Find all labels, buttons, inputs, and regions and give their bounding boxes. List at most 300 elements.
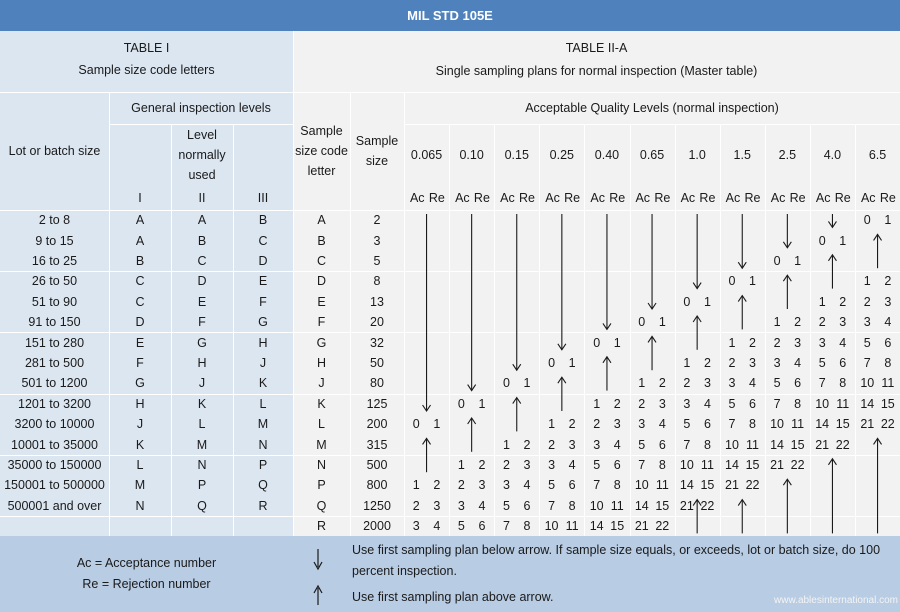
ac-value: 5 [863,335,871,350]
lot-size-cell: 1201 to 3200 [18,396,91,411]
re-value: 22 [790,457,805,472]
ac-label: Ac [860,191,876,205]
code-letter-cell: R [258,498,268,513]
ac-value: 3 [683,396,691,411]
code-letter-cell: E [258,274,268,289]
re-label: Re [879,191,896,205]
re-value: 8 [568,498,576,513]
ac-value: 14 [860,396,875,411]
re-value: 8 [749,417,756,432]
ac-value: 21 [770,457,785,472]
sample-size-value: 2 [373,213,381,228]
code-letter-cell: F [136,355,144,370]
ac-value: 0 [593,335,601,350]
ac-value: 3 [502,478,510,493]
ac-value: 14 [770,437,785,452]
re-value: 22 [835,437,850,452]
re-value: 15 [700,478,715,493]
re-value: 1 [884,213,892,228]
ac-value: 1 [728,335,736,350]
aql-level-9: 4.0 [823,148,842,162]
ac-value: 1 [773,315,781,330]
ac-value: 0 [638,315,646,330]
table1-subtitle: Sample size code letters [78,63,215,77]
code-letter-cell: N [197,457,207,472]
ac-value: 0 [457,396,465,411]
re-value: 2 [478,457,486,472]
code-letter-cell: C [258,233,268,248]
code-letter-cell: C [197,253,207,268]
ac-value: 7 [863,355,871,370]
level-label-1: I [138,191,142,205]
code-letter-cell: D [258,253,268,268]
re-label: Re [654,191,671,205]
re-value: 3 [568,437,576,452]
level-label-2: II [198,191,206,205]
sample-code-letter: L [318,417,325,432]
ac-value: 21 [860,417,875,432]
ac-value: 2 [773,335,781,350]
sample-size-value: 13 [370,294,384,309]
sample-code-letter: J [318,376,325,391]
re-value: 22 [655,519,670,534]
re-value: 4 [523,478,531,493]
ac-label: Ac [500,191,515,205]
ac-label: Ac [455,191,470,205]
sample-code-letter: M [316,437,327,452]
watermark: www.ablesinternational.com [774,595,898,606]
aql-level-7: 1.5 [733,148,751,162]
re-value: 4 [433,519,441,534]
aql-level-3: 0.25 [549,148,575,162]
re-value: 22 [745,478,760,493]
sample-code-letter: G [316,335,327,350]
ac-value: 3 [412,519,420,534]
code-letter-cell: J [198,376,206,391]
lot-size-cell: 3200 to 10000 [14,417,95,432]
re-value: 4 [478,498,486,513]
aql-level-2: 0.15 [504,148,529,162]
sample-size-value: 125 [366,396,388,411]
code-letter-cell: G [197,335,207,350]
ac-value: 14 [679,478,694,493]
re-value: 2 [749,335,756,350]
re-value: 6 [478,519,486,534]
code-letter-cell: L [136,457,144,472]
lot-size-cell: 35000 to 150000 [7,457,102,472]
re-value: 2 [884,274,892,289]
ac-value: 10 [770,417,785,432]
ac-value: 2 [412,498,420,513]
up-arrow-explanation: Use first sampling plan above arrow. [352,590,554,604]
lot-size-cell: 10001 to 35000 [11,437,98,452]
lot-size-cell: 16 to 25 [31,253,78,268]
re-value: 6 [523,498,531,513]
ac-value: 21 [634,519,649,534]
re-value: 8 [884,355,892,370]
ac-label: Ac [680,191,696,205]
re-value: 2 [568,417,576,432]
lot-size-cell: 26 to 50 [31,274,78,289]
re-value: 15 [835,417,850,432]
code-letter-cell: M [134,478,146,493]
code-letter-cell: P [258,457,268,472]
re-value: 6 [658,437,666,452]
ac-value: 2 [863,294,871,309]
re-value: 2 [658,376,666,391]
sample-size-value: 32 [370,335,384,350]
ac-label: Ac [635,191,651,205]
re-value: 1 [794,253,802,268]
code-letter-cell: L [259,396,267,411]
sample-size-value: 800 [366,478,388,493]
ac-definition: Ac = Acceptance number [76,556,217,570]
ac-value: 7 [818,376,826,391]
ac-value: 5 [457,519,465,534]
ac-label: Ac [770,191,786,205]
code-letter-cell: N [258,437,268,452]
sample-code-letter: E [317,294,326,309]
aql-level-6: 1.0 [688,148,706,162]
up-arrow-icon [314,586,322,605]
re-value: 8 [523,519,531,534]
down-arrow-explanation: Use first sampling plan below arrow. If sample size equals, or exceeds, lot or batch size, do 100 percent inspection. [352,543,881,578]
sample-size-header: Sample size [355,134,399,168]
re-value: 15 [610,519,625,534]
re-value: 3 [839,315,847,330]
re-value: 2 [794,315,802,330]
ac-value: 0 [683,294,691,309]
sample-size-value: 200 [366,417,388,432]
ac-value: 3 [728,376,736,391]
re-value: 3 [749,355,756,370]
sample-code-letter: D [316,274,327,289]
sample-size-value: 8 [373,274,381,289]
re-value: 11 [700,457,714,472]
sample-code-letter: H [316,355,327,370]
sample-code-letter: F [317,315,326,330]
re-value: 22 [880,417,895,432]
re-value: 15 [655,498,670,513]
re-label: Re [519,191,536,205]
re-value: 6 [884,335,892,350]
ac-value: 5 [728,396,736,411]
ac-value: 2 [728,355,736,370]
sample-size-value: 80 [370,376,384,391]
ac-value: 0 [728,274,736,289]
sample-code-letter: P [317,478,326,493]
ac-value: 1 [863,274,871,289]
re-value: 4 [884,315,892,330]
code-letter-cell: F [259,294,267,309]
re-value: 4 [658,417,666,432]
sample-size-value: 2000 [363,519,391,534]
lot-size-cell: 9 to 15 [35,233,74,248]
sample-size-value: 315 [366,437,388,452]
re-label: Re [699,191,716,205]
ac-value: 21 [725,478,739,493]
re-label: Re [834,191,851,205]
re-value: 8 [703,437,711,452]
ac-value: 0 [863,213,871,228]
ac-value: 5 [773,376,781,391]
lot-size-cell: 281 to 500 [24,355,85,370]
ac-value: 10 [815,396,830,411]
re-value: 1 [703,294,711,309]
ac-value: 1 [502,437,510,452]
ac-value: 7 [638,457,646,472]
re-value: 11 [791,417,805,432]
ac-value: 2 [683,376,691,391]
re-value: 4 [749,376,756,391]
ac-value: 2 [638,396,646,411]
code-letter-cell: K [258,376,268,391]
sample-code-letter: K [317,396,326,411]
code-letter-cell: E [197,294,207,309]
re-value: 8 [794,396,802,411]
re-value: 8 [613,478,621,493]
ac-value: 14 [815,417,830,432]
re-value: 1 [839,233,847,248]
ac-value: 5 [638,437,646,452]
sample-code-letter: A [317,213,326,228]
re-value: 11 [881,376,895,391]
code-letter-cell: Q [258,478,268,493]
re-value: 3 [658,396,666,411]
re-value: 4 [613,437,621,452]
sample-size-value: 3 [373,233,381,248]
re-value: 6 [613,457,621,472]
lot-size-cell: 501 to 1200 [21,376,88,391]
ac-value: 14 [634,498,649,513]
ac-value: 10 [679,457,694,472]
code-letter-cell: M [257,417,269,432]
ac-value: 3 [548,457,556,472]
table1-title: TABLE I [123,41,170,55]
ac-label: Ac [590,191,605,205]
re-value: 1 [433,417,441,432]
re-value: 3 [613,417,621,432]
level-label-3: III [257,191,269,205]
down-arrow-icon [314,549,322,569]
lot-size-cell: 500001 and over [7,498,102,513]
ac-value: 2 [593,417,601,432]
code-letter-cell: H [258,335,268,350]
sample-size-value: 20 [370,315,384,330]
code-letter-cell: P [197,478,207,493]
table2-title: TABLE II-A [565,41,628,55]
code-letter-cell: B [197,233,207,248]
aql-level-0: 0.065 [410,148,443,162]
code-letter-cell: C [135,274,145,289]
ac-value: 14 [589,519,604,534]
ac-value: 3 [593,437,601,452]
re-value: 8 [839,376,847,391]
re-value: 1 [613,335,621,350]
ac-value: 2 [818,315,826,330]
code-letter-cell: J [259,355,267,370]
re-value: 22 [700,498,715,513]
re-value: 2 [703,355,711,370]
re-value: 3 [703,376,711,391]
ac-value: 3 [773,355,781,370]
ac-value: 10 [860,376,875,391]
code-letter-cell: Q [197,498,207,513]
aql-level-8: 2.5 [778,148,797,162]
code-letter-cell: A [135,213,145,228]
ac-value: 14 [725,457,739,472]
re-value: 11 [610,498,624,513]
ac-value: 5 [683,417,691,432]
re-label: Re [744,191,761,205]
re-value: 1 [478,396,486,411]
ac-value: 1 [818,294,826,309]
re-value: 15 [790,437,805,452]
re-value: 1 [749,274,756,289]
re-value: 11 [655,478,669,493]
code-letter-cell: B [258,213,268,228]
code-letter-cell: L [198,417,206,432]
sample-code-letter: C [316,253,327,268]
code-letter-cell: A [135,233,145,248]
ac-label: Ac [409,191,425,205]
code-letter-cell: C [135,294,145,309]
re-value: 6 [568,478,576,493]
ac-value: 21 [679,498,694,513]
ac-value: 7 [773,396,781,411]
lot-size-cell: 2 to 8 [38,213,71,228]
ac-value: 5 [548,478,556,493]
re-value: 15 [880,396,895,411]
level-normal-label: Level normally used [178,128,226,182]
ac-value: 0 [548,355,556,370]
ac-value: 1 [638,376,646,391]
sample-code-letter: R [316,519,327,534]
re-value: 6 [839,355,847,370]
sample-size-value: 500 [366,457,388,472]
re-label: Re [564,191,581,205]
aql-header: Acceptable Quality Levels (normal inspection) [525,101,779,115]
re-value: 3 [523,457,531,472]
sample-code-letter: Q [316,498,327,513]
page-title: MIL STD 105E [0,0,900,31]
ac-value: 1 [548,417,556,432]
re-label: Re [428,191,445,205]
ac-value: 10 [634,478,649,493]
ac-value: 7 [502,519,510,534]
aql-level-4: 0.40 [594,148,620,162]
re-value: 8 [658,457,666,472]
re-label: Re [609,191,626,205]
re-definition: Re = Rejection number [82,577,211,591]
table2-subtitle: Single sampling plans for normal inspection (Master table) [435,64,758,78]
ac-value: 10 [544,519,559,534]
code-letter-cell: K [135,437,145,452]
re-value: 2 [839,294,847,309]
re-value: 2 [613,396,621,411]
code-letter-cell: H [197,355,207,370]
sample-size-value: 1250 [363,498,391,513]
aql-level-10: 6.5 [868,148,887,162]
sample-size-value: 50 [370,355,384,370]
code-letter-cell: D [135,315,145,330]
code-letter-cell: D [197,274,207,289]
ac-value: 0 [773,253,781,268]
re-value: 1 [523,376,531,391]
general-levels-header: General inspection levels [131,101,271,115]
ac-value: 10 [725,437,739,452]
ac-value: 0 [818,233,826,248]
ac-value: 7 [593,478,601,493]
lot-size-cell: 91 to 150 [28,315,81,330]
re-value: 11 [836,396,850,411]
code-letter-cell: H [135,396,145,411]
code-letter-cell: G [135,376,145,391]
re-value: 1 [658,315,666,330]
code-letter-cell: N [135,498,145,513]
re-value: 3 [478,478,486,493]
re-value: 11 [746,437,760,452]
ac-label: Ac [545,191,560,205]
ac-value: 1 [683,355,691,370]
ac-label: Ac [815,191,831,205]
aql-level-5: 0.65 [639,148,665,162]
ac-value: 2 [502,457,510,472]
re-value: 3 [884,294,892,309]
re-value: 11 [565,519,579,534]
code-letter-cell: E [135,335,145,350]
ac-label: Ac [725,191,741,205]
ac-value: 7 [548,498,556,513]
re-value: 4 [839,335,847,350]
re-value: 6 [703,417,711,432]
re-value: 6 [749,396,756,411]
re-value: 2 [523,437,531,452]
ac-value: 3 [638,417,646,432]
re-value: 6 [794,376,802,391]
code-letter-cell: A [197,213,207,228]
ac-value: 5 [593,457,601,472]
lot-size-cell: 151 to 280 [24,335,85,350]
re-value: 4 [703,396,711,411]
sample-size-value: 5 [373,253,381,268]
re-value: 4 [794,355,802,370]
ac-value: 5 [502,498,510,513]
ac-value: 7 [728,417,736,432]
code-letter-cell: M [196,437,208,452]
sample-code-letter: N [316,457,327,472]
aql-level-1: 0.10 [459,148,484,162]
ac-value: 0 [412,417,420,432]
ac-value: 1 [457,457,465,472]
ac-value: 3 [457,498,465,513]
re-label: Re [473,191,490,205]
lot-size-header: Lot or batch size [8,144,101,158]
ac-value: 3 [818,335,826,350]
code-letter-cell: J [136,417,144,432]
re-value: 1 [568,355,576,370]
re-value: 2 [433,478,441,493]
ac-value: 1 [412,478,420,493]
code-letter-header: Sample size code letter [295,124,348,178]
code-letter-cell: B [135,253,145,268]
code-letter-cell: F [198,315,206,330]
re-label: Re [789,191,806,205]
code-letter-cell: K [197,396,207,411]
ac-value: 0 [502,376,510,391]
lot-size-cell: 150001 to 500000 [4,478,105,493]
re-value: 3 [794,335,802,350]
